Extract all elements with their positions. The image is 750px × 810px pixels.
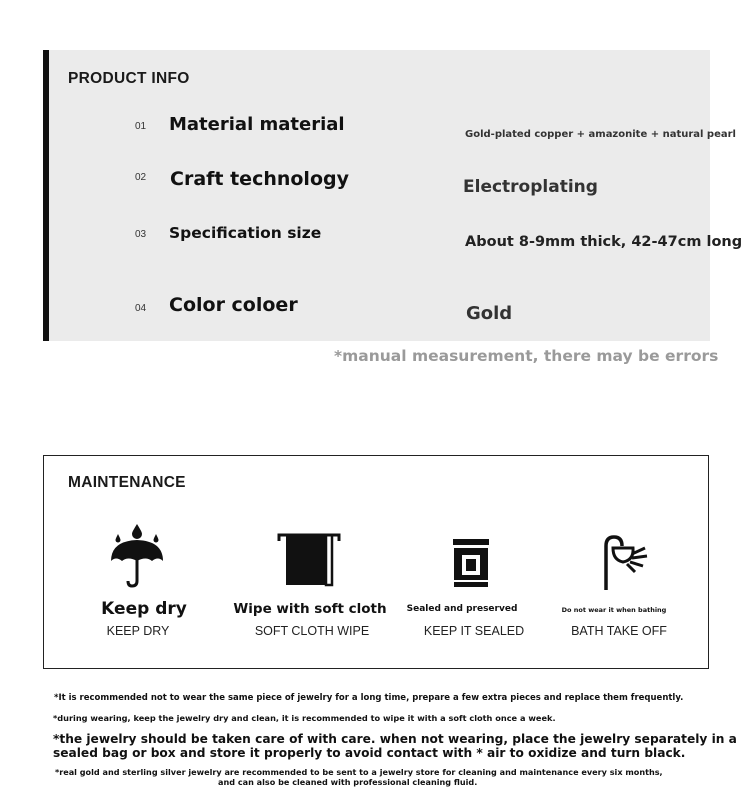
spec-label: Specification size bbox=[169, 224, 322, 242]
footnote: *during wearing, keep the jewelry dry and clean, it is recommended to wipe it with a soft cloth once a week. bbox=[53, 713, 556, 723]
craft-label: Craft technology bbox=[170, 168, 349, 190]
craft-value: Electroplating bbox=[463, 177, 598, 197]
sealed-label: Sealed and preserved bbox=[406, 604, 518, 614]
footnote: *It is recommended not to wear the same piece of jewelry for a long time, prepare a few extra pieces and replace them frequently. bbox=[54, 693, 684, 703]
soft-cloth-caption: SOFT CLOTH WIPE bbox=[254, 624, 370, 638]
measurement-note: *manual measurement, there may be errors bbox=[334, 347, 719, 365]
product-info-panel bbox=[43, 50, 710, 341]
row-number: 02 bbox=[135, 172, 147, 183]
bathing-label: Do not wear it when bathing bbox=[561, 606, 667, 614]
footnote: *the jewelry should be taken care of with care. when not wearing, place the jewelry separately in a bbox=[53, 732, 737, 746]
sealed-bag-icon bbox=[452, 539, 490, 587]
product-info-title: PRODUCT INFO bbox=[68, 70, 190, 87]
color-value: Gold bbox=[466, 303, 513, 324]
spec-value: About 8-9mm thick, 42-47cm long bbox=[465, 234, 743, 250]
footnote: sealed bag or box and store it properly to avoid contact with * air to oxidize and turn black. bbox=[53, 746, 686, 760]
material-label: Material material bbox=[169, 114, 345, 135]
wipe-label: Wipe with soft cloth bbox=[233, 601, 387, 617]
footnote: *real gold and sterling silver jewelry are recommended to be sent to a jewelry store for cleaning and maintenance every six months, bbox=[55, 767, 663, 777]
color-label: Color coloer bbox=[169, 294, 298, 316]
row-number: 04 bbox=[135, 303, 147, 314]
umbrella-icon bbox=[108, 524, 166, 588]
material-value: Gold-plated copper + amazonite + natural pearl bbox=[465, 129, 736, 140]
shower-icon bbox=[601, 534, 651, 592]
row-number: 03 bbox=[135, 229, 147, 240]
bath-caption: BATH TAKE OFF bbox=[571, 624, 667, 638]
keep-dry-label: Keep dry bbox=[101, 599, 187, 619]
towel-icon bbox=[277, 531, 341, 589]
maintenance-title: MAINTENANCE bbox=[68, 474, 186, 491]
footnote: and can also be cleaned with professional cleaning fluid. bbox=[218, 777, 478, 787]
keep-dry-caption: KEEP DRY bbox=[106, 624, 170, 638]
accent-bar bbox=[43, 50, 49, 341]
row-number: 01 bbox=[135, 121, 147, 132]
sealed-caption: KEEP IT SEALED bbox=[423, 624, 525, 638]
